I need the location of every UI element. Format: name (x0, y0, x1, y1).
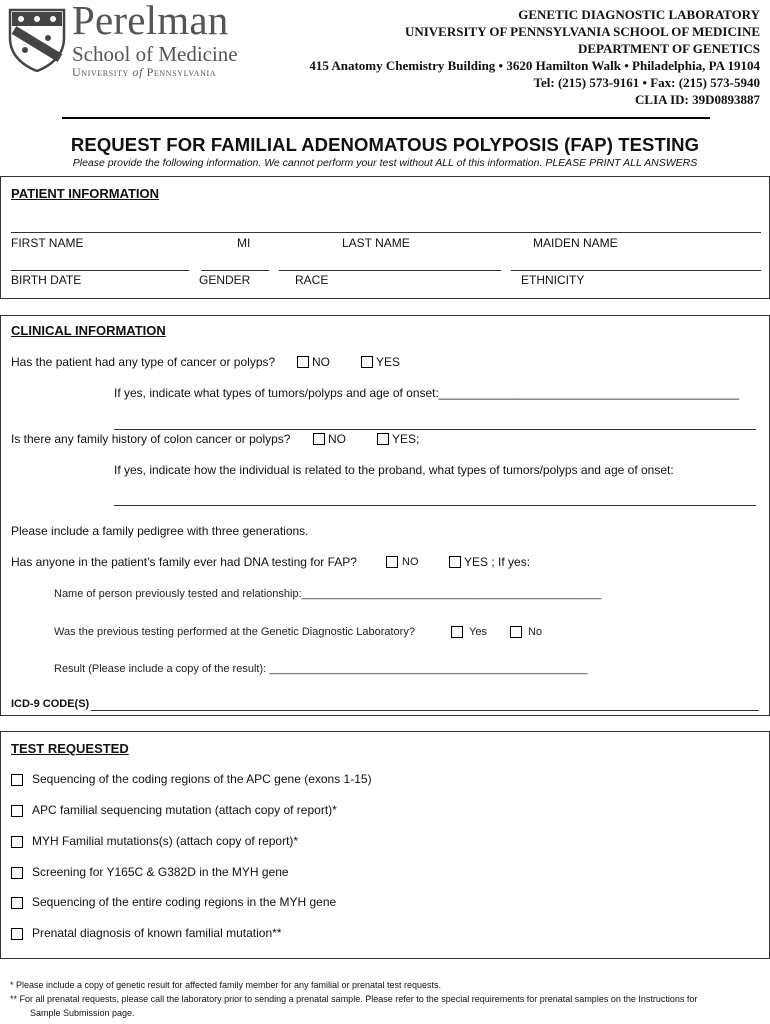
icd9-label: ICD-9 CODE(S) (11, 698, 90, 710)
family-history-yes-label: YES; (392, 432, 420, 446)
tumor-types-line-2[interactable] (114, 429, 756, 430)
logo-name: Perelman (72, 0, 229, 43)
test-apc-sequencing-checkbox[interactable] (11, 774, 23, 786)
footnotes (10, 978, 697, 1020)
prior-testing-yes-checkbox[interactable] (449, 556, 461, 568)
previous-person-field[interactable]: Name of person previously tested and relationship:_________________________________________________ (54, 588, 602, 600)
lab-address-block (309, 6, 760, 108)
cancer-polyps-yes-label: YES (376, 355, 401, 369)
lab-department: DEPARTMENT OF GENETICS (577, 41, 760, 56)
previous-result-field[interactable]: Result (Please include a copy of the result): ____________________________________________________ (54, 663, 588, 675)
test-option-label: Screening for Y165C & G382D in the MYH gene (32, 865, 289, 879)
icd9-field[interactable] (91, 710, 759, 711)
gender-field[interactable] (201, 270, 269, 271)
family-history-question: Is there any family history of colon cancer or polyps? (11, 432, 291, 446)
race-label: RACE (295, 273, 329, 287)
ethnicity-label: ETHNICITY (521, 273, 585, 287)
test-myh-screening-checkbox[interactable] (11, 867, 23, 879)
test-prenatal-checkbox[interactable] (11, 928, 23, 940)
footnote-1: * Please include a copy of genetic result for affected family member for any familial or prenatal test requests. (10, 980, 442, 990)
gender-label: GENDER (199, 273, 251, 287)
prior-testing-no-checkbox[interactable] (386, 556, 398, 568)
first-name-label: FIRST NAME (11, 236, 84, 250)
previous-lab-yes-label: Yes (469, 626, 487, 638)
previous-lab-yes-checkbox[interactable] (451, 626, 463, 638)
header-divider (62, 117, 710, 119)
test-apc-familial-checkbox[interactable] (11, 805, 23, 817)
ethnicity-field[interactable] (511, 270, 761, 271)
family-history-no-label: NO (328, 432, 346, 446)
prior-testing-question: Has anyone in the patient’s family ever had DNA testing for FAP? (11, 555, 357, 569)
cancer-polyps-question: Has the patient had any type of cancer or polyps? (11, 355, 276, 369)
family-history-no-checkbox[interactable] (313, 433, 325, 445)
lab-university: UNIVERSITY OF PENNSYLVANIA SCHOOL OF MEDICINE (404, 24, 760, 39)
clinical-information-heading: CLINICAL INFORMATION (11, 323, 166, 338)
lab-name: GENETIC DIAGNOSTIC LABORATORY (518, 7, 760, 22)
pedigree-note: Please include a family pedigree with three generations. (11, 524, 309, 538)
race-field[interactable] (279, 270, 501, 271)
logo-university (72, 66, 216, 78)
cancer-polyps-yes-checkbox[interactable] (361, 356, 373, 368)
logo-university-pre: University (72, 65, 133, 79)
lab-phone-fax: Tel: (215) 573-9161 • Fax: (215) 573-5940 (533, 75, 760, 90)
logo-university-post: Pennsylvania (143, 65, 217, 79)
relation-prompt: If yes, indicate how the individual is related to the proband, what types of tumors/polyps and age of onset: (114, 463, 674, 477)
family-history-yes-checkbox[interactable] (377, 433, 389, 445)
test-requested-section (0, 731, 770, 959)
footnote-2-continued: Sample Submission page. (30, 1008, 135, 1018)
test-option-label: Sequencing of the coding regions of the APC gene (exons 1-15) (32, 772, 372, 786)
birth-date-label: BIRTH DATE (11, 273, 82, 287)
previous-lab-no-checkbox[interactable] (510, 626, 522, 638)
footnote-2: ** For all prenatal requests, please call the laboratory prior to sending a prenatal sample. Please refer to the special requirements for prenatal samples on the Instructions for (10, 994, 698, 1004)
form-title: REQUEST FOR FAMILIAL ADENOMATOUS POLYPOSIS (FAP) TESTING (70, 134, 700, 155)
logo-university-of: of (132, 65, 144, 79)
last-name-label: LAST NAME (342, 236, 410, 250)
tumor-types-prompt[interactable]: If yes, indicate what types of tumors/polyps and age of onset:_____________________________________________ (114, 386, 740, 400)
prior-testing-no-label: NO (402, 556, 419, 568)
perelman-logo (6, 0, 256, 79)
test-option-label: Prenatal diagnosis of known familial mutation** (32, 926, 282, 940)
cancer-polyps-no-checkbox[interactable] (297, 356, 309, 368)
penn-shield-icon (8, 8, 66, 72)
previous-lab-no-label: No (528, 626, 543, 638)
previous-lab-question: Was the previous testing performed at the Genetic Diagnostic Laboratory? (54, 626, 415, 638)
relation-answer-line[interactable] (114, 505, 756, 506)
test-myh-familial-checkbox[interactable] (11, 836, 23, 848)
maiden-name-label: MAIDEN NAME (533, 236, 618, 250)
test-requested-heading: TEST REQUESTED (11, 741, 129, 756)
lab-clia: CLIA ID: 39D0893887 (635, 92, 760, 107)
test-option-label: Sequencing of the entire coding regions in the MYH gene (32, 895, 337, 909)
prior-testing-yes-label: YES ; If yes: (464, 555, 531, 569)
mi-label: MI (237, 236, 251, 250)
lab-address: 415 Anatomy Chemistry Building • 3620 Hamilton Walk • Philadelphia, PA 19104 (309, 58, 760, 73)
test-option-label: APC familial sequencing mutation (attach copy of report)* (32, 803, 337, 817)
logo-school: School of Medicine (72, 42, 238, 66)
birth-date-field[interactable] (11, 270, 189, 271)
name-field-line[interactable] (11, 232, 761, 233)
test-myh-sequencing-checkbox[interactable] (11, 897, 23, 909)
patient-information-heading: PATIENT INFORMATION (11, 186, 160, 201)
cancer-polyps-no-label: NO (312, 355, 330, 369)
test-option-label: MYH Familial mutations(s) (attach copy of report)* (32, 834, 299, 848)
form-instructions: Please provide the following information. We cannot perform your test without ALL of this information. PLEASE PRINT ALL ANSWERS (72, 157, 698, 169)
clinical-information-section (0, 315, 770, 716)
patient-information-section (0, 176, 770, 299)
